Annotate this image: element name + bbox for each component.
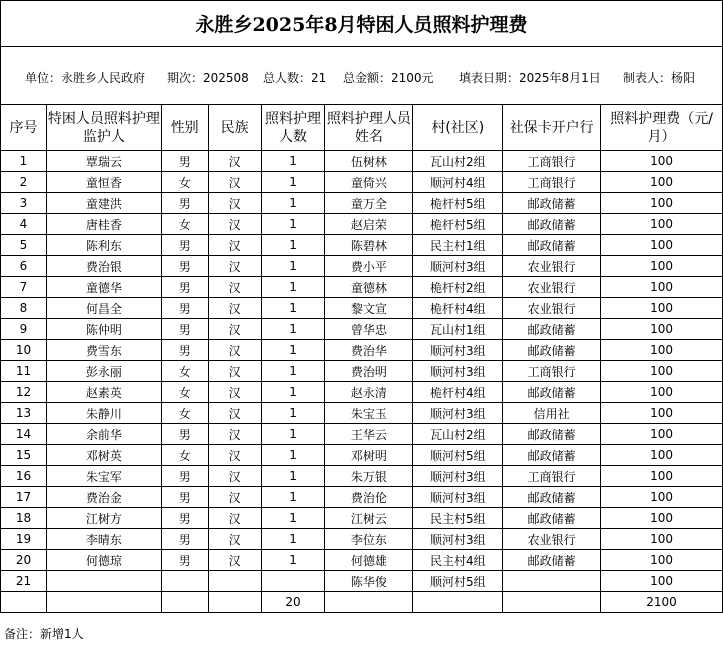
table-cell: 汉 (208, 508, 261, 529)
table-cell: 顺河村3组 (413, 466, 503, 487)
meta-total-people: 总人数：21 (263, 71, 327, 85)
table-cell: 男 (161, 319, 208, 340)
header-cell: 照料护理人数 (261, 105, 325, 151)
table-cell: 汉 (208, 361, 261, 382)
table-cell: 桅杆村4组 (413, 382, 503, 403)
header-cell: 性别 (161, 105, 208, 151)
table-row (1, 340, 723, 361)
table-cell: 费治银 (46, 256, 161, 277)
totals-row (1, 592, 723, 613)
table-cell: 1 (261, 298, 325, 319)
table-cell: 邮政储蓄 (503, 382, 601, 403)
table-cell: 朱万银 (325, 466, 413, 487)
table-cell: 邮政储蓄 (503, 214, 601, 235)
table-cell: 顺河村5组 (413, 445, 503, 466)
table-cell: 邮政储蓄 (503, 550, 601, 571)
table-row (1, 529, 723, 550)
table-cell: 农业银行 (503, 529, 601, 550)
table-cell: 100 (601, 172, 723, 193)
table-cell: 彭永丽 (46, 361, 161, 382)
table-cell (413, 592, 503, 613)
table-cell: 100 (601, 466, 723, 487)
table-cell: 汉 (208, 214, 261, 235)
table-cell: 汉 (208, 277, 261, 298)
table-cell: 汉 (208, 193, 261, 214)
meta-preparer: 制表人：杨阳 (623, 71, 696, 85)
header-cell: 村(社区) (413, 105, 503, 151)
header-cell: 照料护理人员姓名 (325, 105, 413, 151)
table-cell: 100 (601, 277, 723, 298)
table-cell: 桅杆村2组 (413, 277, 503, 298)
table-cell: 覃瑞云 (46, 151, 161, 172)
table-cell: 邮政储蓄 (503, 340, 601, 361)
table-row (1, 571, 723, 592)
table-cell: 邮政储蓄 (503, 424, 601, 445)
table-cell (261, 571, 325, 592)
table-cell: 瓦山村1组 (413, 319, 503, 340)
table-cell: 赵启荣 (325, 214, 413, 235)
table-cell: 桅杆村4组 (413, 298, 503, 319)
table-cell: 瓦山村2组 (413, 151, 503, 172)
table-cell: 朱宝玉 (325, 403, 413, 424)
table-cell: 赵素英 (46, 382, 161, 403)
table-cell: 信用社 (503, 403, 601, 424)
table-row (1, 445, 723, 466)
table-cell: 童德林 (325, 277, 413, 298)
table-cell: 1 (261, 172, 325, 193)
table-cell: 何昌全 (46, 298, 161, 319)
table-cell: 12 (1, 382, 47, 403)
table-cell: 民主村5组 (413, 508, 503, 529)
table-cell: 1 (261, 214, 325, 235)
table-cell: 汉 (208, 550, 261, 571)
table-cell (46, 592, 161, 613)
table-cell: 9 (1, 319, 47, 340)
table-cell: 11 (1, 361, 47, 382)
table-row (1, 235, 723, 256)
table-cell (503, 571, 601, 592)
table-cell: 汉 (208, 340, 261, 361)
table-cell: 100 (601, 445, 723, 466)
table-cell: 汉 (208, 382, 261, 403)
header-cell: 民族 (208, 105, 261, 151)
table-cell: 男 (161, 550, 208, 571)
table-cell: 工商银行 (503, 466, 601, 487)
table-cell: 女 (161, 172, 208, 193)
table-row (1, 214, 723, 235)
table-cell: 邮政储蓄 (503, 508, 601, 529)
table-cell: 邮政储蓄 (503, 319, 601, 340)
table-cell: 李晴东 (46, 529, 161, 550)
table-cell: 1 (261, 361, 325, 382)
table-cell: 费治华 (325, 340, 413, 361)
table-cell: 100 (601, 529, 723, 550)
table-cell (1, 592, 47, 613)
table-cell: 汉 (208, 487, 261, 508)
footer-note: 备注：新增1人 (4, 627, 84, 641)
table-cell: 何德雄 (325, 550, 413, 571)
table-cell: 汉 (208, 172, 261, 193)
table-cell: 100 (601, 214, 723, 235)
table-cell: 1 (261, 529, 325, 550)
table-cell: 100 (601, 193, 723, 214)
table-cell (208, 592, 261, 613)
document-title: 永胜乡2025年8月特困人员照料护理费 (0, 0, 723, 46)
table-cell: 1 (261, 319, 325, 340)
header-row (1, 105, 723, 151)
table-cell: 汉 (208, 319, 261, 340)
table-cell: 20 (261, 592, 325, 613)
table-cell: 邮政储蓄 (503, 445, 601, 466)
table-row (1, 151, 723, 172)
table-cell: 1 (261, 382, 325, 403)
table-cell: 农业银行 (503, 298, 601, 319)
table-cell: 伍树林 (325, 151, 413, 172)
table-cell: 4 (1, 214, 47, 235)
table-cell: 1 (261, 487, 325, 508)
table-cell: 3 (1, 193, 47, 214)
table-cell: 民主村4组 (413, 550, 503, 571)
table-cell: 100 (601, 382, 723, 403)
table-row (1, 424, 723, 445)
header-cell: 序号 (1, 105, 47, 151)
table-cell: 1 (261, 508, 325, 529)
table-row (1, 361, 723, 382)
table-cell: 8 (1, 298, 47, 319)
table-row (1, 193, 723, 214)
table-cell: 100 (601, 319, 723, 340)
table-cell: 100 (601, 340, 723, 361)
table-cell: 男 (161, 424, 208, 445)
meta-unit: 单位：永胜乡人民政府 (25, 71, 146, 85)
table-cell: 朱宝军 (46, 466, 161, 487)
table-cell: 女 (161, 403, 208, 424)
table-cell: 陈利东 (46, 235, 161, 256)
table-cell: 工商银行 (503, 172, 601, 193)
table-cell: 1 (261, 550, 325, 571)
table-cell: 王华云 (325, 424, 413, 445)
table-row (1, 466, 723, 487)
table-cell: 100 (601, 487, 723, 508)
table-row (1, 256, 723, 277)
table-cell: 100 (601, 298, 723, 319)
table-cell: 14 (1, 424, 47, 445)
table-cell: 工商银行 (503, 151, 601, 172)
table-cell: 10 (1, 340, 47, 361)
table-cell: 男 (161, 256, 208, 277)
table-cell: 男 (161, 277, 208, 298)
table-cell: 100 (601, 424, 723, 445)
meta-fill-date: 填表日期：2025年8月1日 (459, 71, 601, 85)
table-cell: 童建洪 (46, 193, 161, 214)
table-cell: 农业银行 (503, 277, 601, 298)
table-cell: 汉 (208, 466, 261, 487)
table-cell: 费小平 (325, 256, 413, 277)
table-cell: 童恒香 (46, 172, 161, 193)
table-cell: 瓦山村2组 (413, 424, 503, 445)
table-cell: 费治金 (46, 487, 161, 508)
table-cell: 男 (161, 487, 208, 508)
table-cell: 顺河村3组 (413, 361, 503, 382)
table-row (1, 382, 723, 403)
table-cell: 顺河村3组 (413, 487, 503, 508)
table-cell: 1 (261, 256, 325, 277)
table-cell (161, 592, 208, 613)
table-cell (161, 571, 208, 592)
table-cell: 男 (161, 340, 208, 361)
table-cell: 1 (261, 445, 325, 466)
table-cell: 19 (1, 529, 47, 550)
table-cell (503, 592, 601, 613)
table-cell: 男 (161, 193, 208, 214)
table-cell: 邮政储蓄 (503, 193, 601, 214)
table-row (1, 403, 723, 424)
table-cell: 童万全 (325, 193, 413, 214)
table-cell: 15 (1, 445, 47, 466)
table-cell: 1 (261, 277, 325, 298)
table-cell: 1 (261, 403, 325, 424)
table-cell: 顺河村4组 (413, 172, 503, 193)
table-cell: 赵永清 (325, 382, 413, 403)
table-cell: 何德琼 (46, 550, 161, 571)
table-cell: 汉 (208, 235, 261, 256)
table-cell: 2100 (601, 592, 723, 613)
table-cell: 费治明 (325, 361, 413, 382)
table-cell: 费治伦 (325, 487, 413, 508)
table-cell: 汉 (208, 151, 261, 172)
table-cell: 女 (161, 361, 208, 382)
table-row (1, 172, 723, 193)
table-cell: 1 (261, 466, 325, 487)
table-cell: 6 (1, 256, 47, 277)
table-cell: 100 (601, 235, 723, 256)
table-cell: 陈仲明 (46, 319, 161, 340)
table-cell: 17 (1, 487, 47, 508)
table-cell: 汉 (208, 424, 261, 445)
table-row (1, 319, 723, 340)
table-cell: 女 (161, 382, 208, 403)
table-cell: 顺河村3组 (413, 529, 503, 550)
table-cell: 江树方 (46, 508, 161, 529)
table-cell: 邓树明 (325, 445, 413, 466)
table-cell: 顺河村3组 (413, 403, 503, 424)
table-cell: 汉 (208, 445, 261, 466)
table-cell: 黎文宣 (325, 298, 413, 319)
table-cell: 100 (601, 571, 723, 592)
table-cell: 汉 (208, 256, 261, 277)
table-cell: 21 (1, 571, 47, 592)
table-cell: 朱静川 (46, 403, 161, 424)
table-cell: 李位东 (325, 529, 413, 550)
table-cell: 5 (1, 235, 47, 256)
table-cell: 男 (161, 529, 208, 550)
meta-bar (0, 46, 723, 104)
table-cell: 男 (161, 235, 208, 256)
table-cell (46, 571, 161, 592)
table-row (1, 487, 723, 508)
table-cell: 童德华 (46, 277, 161, 298)
table-row (1, 550, 723, 571)
table-cell: 1 (1, 151, 47, 172)
table-cell (208, 571, 261, 592)
table-cell: 13 (1, 403, 47, 424)
table-cell: 16 (1, 466, 47, 487)
table-cell: 男 (161, 466, 208, 487)
care-fee-table (0, 104, 723, 613)
table-cell: 顺河村5组 (413, 571, 503, 592)
table-cell: 曾华忠 (325, 319, 413, 340)
table-cell: 男 (161, 298, 208, 319)
table-cell: 100 (601, 508, 723, 529)
table-cell: 1 (261, 340, 325, 361)
table-cell: 女 (161, 214, 208, 235)
table-cell: 汉 (208, 403, 261, 424)
header-cell: 社保卡开户行 (503, 105, 601, 151)
meta-period: 期次：202508 (167, 71, 249, 85)
table-cell: 100 (601, 361, 723, 382)
header-cell: 特困人员照料护理监护人 (46, 105, 161, 151)
table-cell: 童倚兴 (325, 172, 413, 193)
table-cell: 1 (261, 151, 325, 172)
header-cell: 照料护理费（元/月） (601, 105, 723, 151)
table-cell: 邮政储蓄 (503, 235, 601, 256)
table-cell: 20 (1, 550, 47, 571)
table-cell: 1 (261, 235, 325, 256)
table-cell: 100 (601, 403, 723, 424)
table-cell: 顺河村3组 (413, 256, 503, 277)
table-cell: 18 (1, 508, 47, 529)
table-cell: 7 (1, 277, 47, 298)
table-row (1, 508, 723, 529)
meta-total-amount: 总金额：2100元 (343, 71, 434, 85)
table-cell: 工商银行 (503, 361, 601, 382)
table-row (1, 298, 723, 319)
table-cell: 2 (1, 172, 47, 193)
table-cell: 女 (161, 445, 208, 466)
table-cell: 顺河村3组 (413, 340, 503, 361)
table-cell: 男 (161, 508, 208, 529)
table-cell: 民主村1组 (413, 235, 503, 256)
table-cell: 汉 (208, 529, 261, 550)
table-cell: 桅杆村5组 (413, 214, 503, 235)
table-cell: 余前华 (46, 424, 161, 445)
table-cell: 1 (261, 193, 325, 214)
table-cell (325, 592, 413, 613)
table-cell: 陈华俊 (325, 571, 413, 592)
table-cell: 陈碧林 (325, 235, 413, 256)
table-cell: 江树云 (325, 508, 413, 529)
table-cell: 农业银行 (503, 256, 601, 277)
table-cell: 邓树英 (46, 445, 161, 466)
table-cell: 唐桂香 (46, 214, 161, 235)
table-cell: 男 (161, 151, 208, 172)
table-cell: 邮政储蓄 (503, 487, 601, 508)
table-row (1, 277, 723, 298)
table-cell: 100 (601, 550, 723, 571)
table-cell: 汉 (208, 298, 261, 319)
table-cell: 桅杆村5组 (413, 193, 503, 214)
table-cell: 费雪东 (46, 340, 161, 361)
table-cell: 100 (601, 256, 723, 277)
table-cell: 1 (261, 424, 325, 445)
table-cell: 100 (601, 151, 723, 172)
